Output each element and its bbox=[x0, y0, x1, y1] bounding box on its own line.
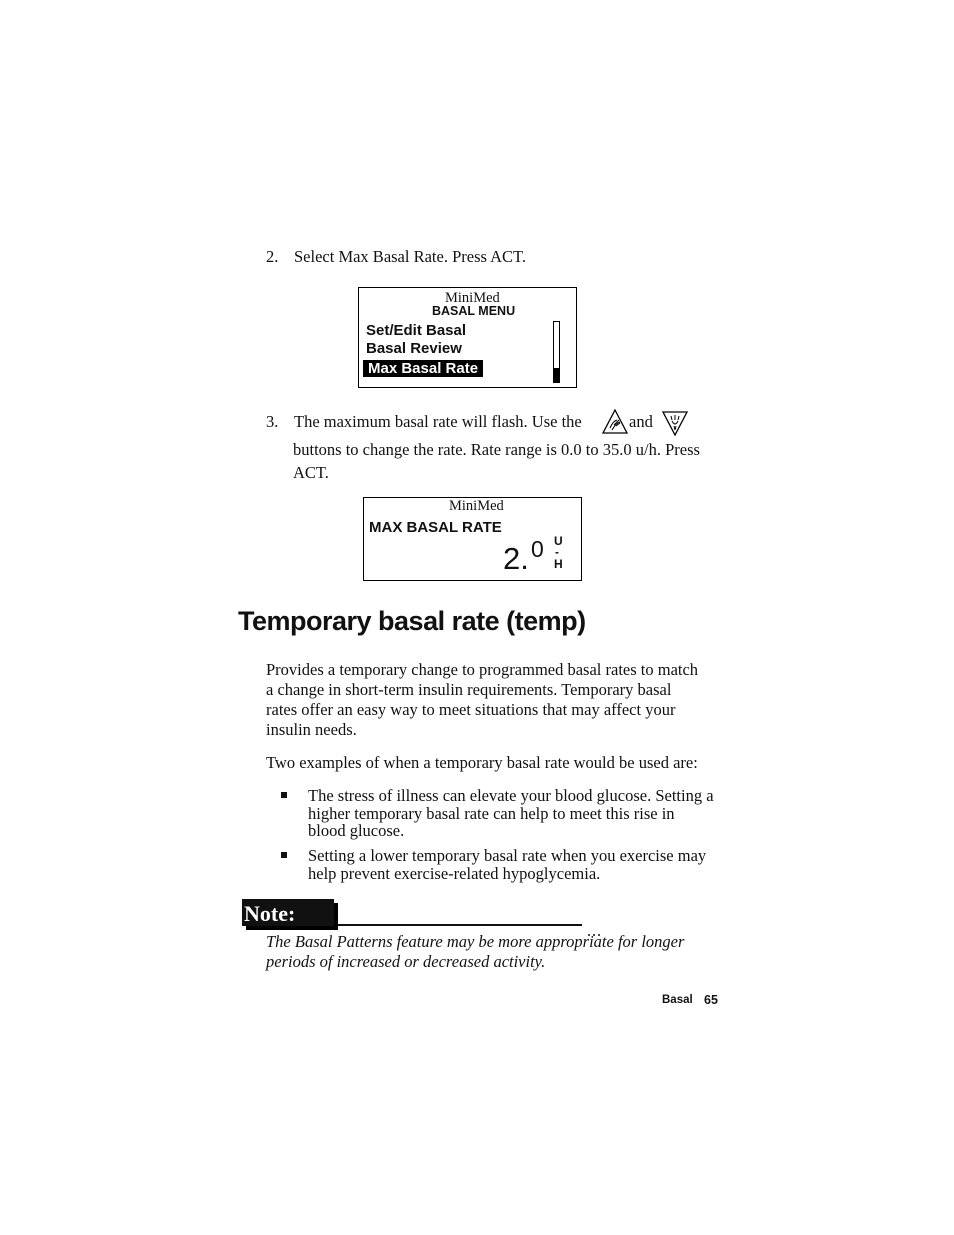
bullet-marker bbox=[281, 852, 287, 858]
bullet-line: The stress of illness can elevate your blood glucose. Setting a bbox=[308, 786, 714, 805]
bullet-marker bbox=[281, 792, 287, 798]
note-rule bbox=[338, 924, 582, 926]
bullet-line: help prevent exercise-related hypoglycemia. bbox=[308, 863, 601, 883]
step-number: 2. bbox=[266, 247, 279, 266]
pump-screen-basal-menu bbox=[358, 287, 577, 388]
menu-item-basal-review: Basal Review bbox=[366, 340, 462, 357]
screen-header: BASAL MENU bbox=[432, 304, 516, 318]
note-body bbox=[266, 932, 684, 972]
paragraph-line: a change in short-term insulin requirements. Temporary basal bbox=[266, 680, 672, 699]
paragraph-line: insulin needs. bbox=[266, 720, 357, 739]
unit-separator: - bbox=[555, 545, 559, 559]
screen-title: MAX BASAL RATE bbox=[369, 519, 502, 536]
pump-screen-max-basal-rate bbox=[363, 497, 582, 581]
down-arrow-button-icon bbox=[662, 410, 688, 441]
intro-paragraph bbox=[266, 660, 746, 740]
menu-item-max-basal-rate-selected: Max Basal Rate bbox=[363, 360, 483, 377]
step-text: The maximum basal rate will flash. Use the bbox=[294, 412, 582, 431]
bullet-line: Setting a lower temporary basal rate when you exercise may bbox=[308, 846, 707, 865]
note-line: The Basal Patterns feature may be more appropriate for longer bbox=[266, 932, 685, 951]
page-number: 65 bbox=[704, 993, 718, 1007]
examples-intro: Two examples of when a temporary basal rate would be used are: bbox=[266, 753, 698, 772]
bullet-line: blood glucose. bbox=[308, 821, 405, 840]
up-arrow-button-icon bbox=[602, 409, 628, 440]
menu-item-set-edit-basal: Set/Edit Basal bbox=[366, 322, 467, 339]
section-heading: Temporary basal rate (temp) bbox=[238, 606, 586, 636]
step-3 bbox=[266, 412, 746, 484]
step-text-line3: ACT. bbox=[293, 463, 329, 482]
note-line: periods of increased or decreased activity. bbox=[266, 952, 546, 971]
scroll-thumb bbox=[554, 368, 559, 382]
unit-h: H bbox=[554, 557, 563, 571]
unit-u: U bbox=[554, 534, 563, 548]
footer-section: Basal bbox=[662, 994, 693, 1006]
bullet-item bbox=[308, 847, 706, 882]
note-label-box bbox=[242, 899, 338, 930]
scroll-bar bbox=[553, 321, 560, 383]
screen-brand: MiniMed bbox=[449, 498, 504, 514]
paragraph-line: rates offer an easy way to meet situations that may affect your bbox=[266, 700, 676, 719]
step-text-and: and bbox=[629, 412, 653, 431]
bullet-line: higher temporary basal rate can help to meet this rise in bbox=[308, 803, 675, 823]
bullet-item bbox=[308, 787, 714, 840]
rate-value-integer: 2. bbox=[503, 541, 529, 576]
step-text: Select Max Basal Rate. Press ACT. bbox=[294, 247, 527, 266]
step-2 bbox=[266, 247, 766, 269]
note-label: Note: bbox=[242, 899, 334, 926]
rate-value-decimal: 0 bbox=[531, 536, 544, 562]
step-text-line2: buttons to change the rate. Rate range is 0.0 to 35.0 u/h. Press bbox=[293, 440, 700, 459]
paragraph-line: Provides a temporary change to programmed basal rates to match bbox=[266, 660, 699, 679]
step-number: 3. bbox=[266, 412, 279, 431]
screen-brand: MiniMed bbox=[445, 290, 500, 306]
